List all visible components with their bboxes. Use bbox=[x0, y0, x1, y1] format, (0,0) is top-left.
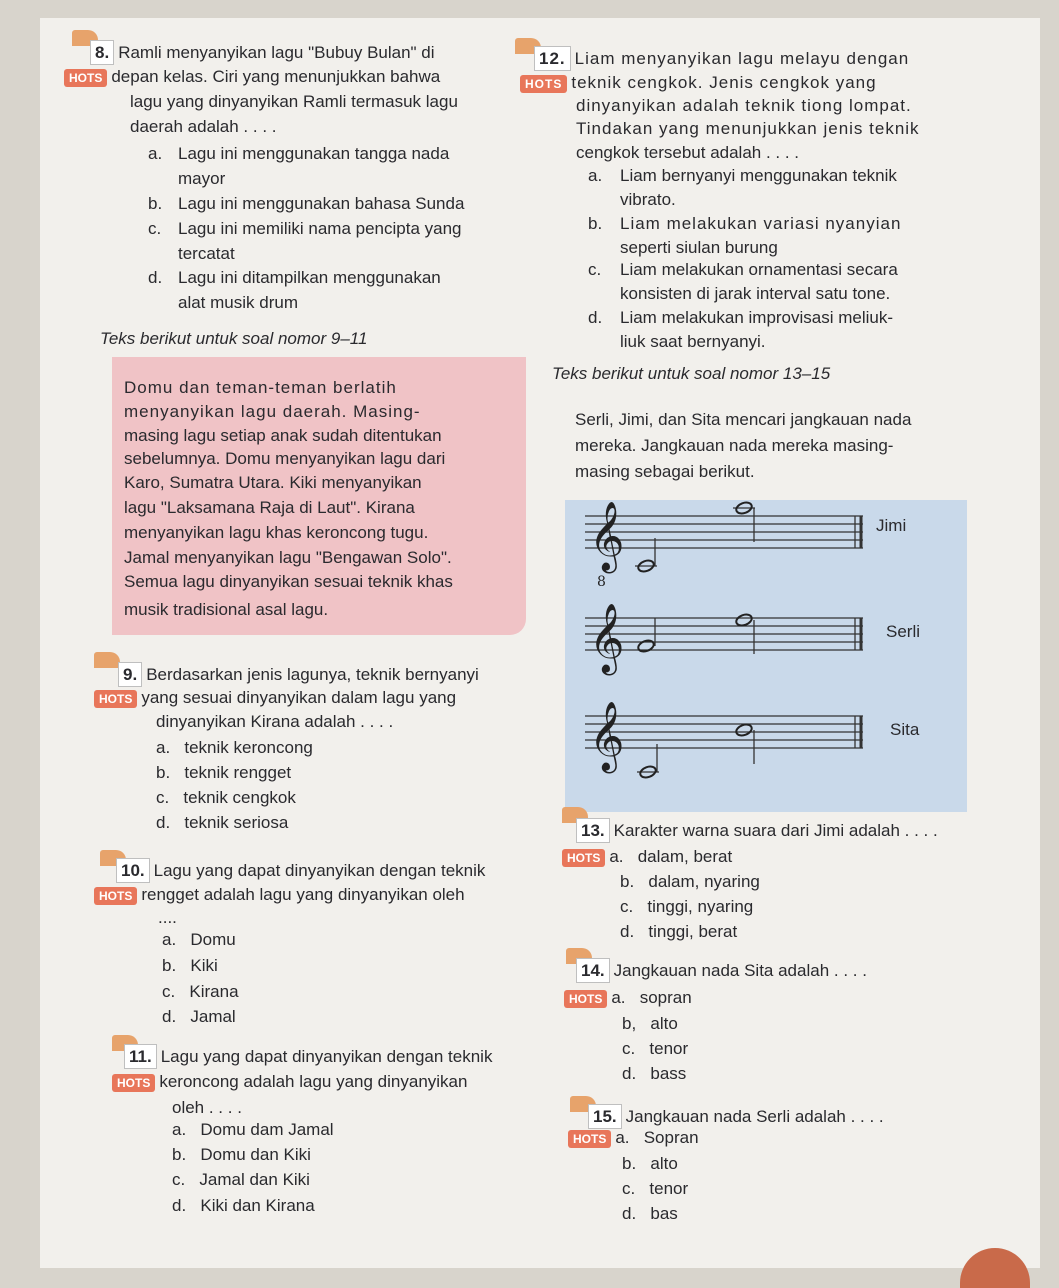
q12-option-d-text-2: liuk saat bernyanyi. bbox=[620, 332, 766, 351]
q10-option-c: c. Kirana bbox=[162, 982, 239, 1001]
q8-option-c-text: Lagu ini memiliki nama pencipta yang bbox=[178, 219, 462, 238]
high-note bbox=[735, 723, 753, 738]
q14-option-c: c. tenor bbox=[622, 1039, 689, 1058]
question-number: 15. bbox=[588, 1104, 622, 1129]
q12-line-4: Tindakan yang menunjukkan jenis teknik bbox=[576, 119, 920, 138]
q12-option-c-label: c. bbox=[588, 260, 602, 279]
q8-option-b-label: b. bbox=[148, 194, 163, 213]
q10-line-3: .... bbox=[158, 908, 177, 927]
treble-clef-icon: 𝄞 bbox=[589, 603, 625, 673]
text-13-15-line-1: Serli, Jimi, dan Sita mencari jangkauan nada bbox=[575, 410, 912, 429]
hots-badge: HOTS bbox=[94, 887, 137, 905]
q15-option-d: d. bas bbox=[622, 1204, 678, 1223]
text-13-15-line-3: masing sebagai berikut. bbox=[575, 462, 755, 481]
question-number: 12. bbox=[534, 46, 571, 71]
question-number: 11. bbox=[124, 1044, 157, 1069]
q15-option-a: HOTS a. Sopran bbox=[568, 1126, 699, 1149]
q14-option-d: d. bass bbox=[622, 1064, 687, 1083]
q13-option-b: b. dalam, nyaring bbox=[620, 872, 760, 891]
q8-line-2: HOTS depan kelas. Ciri yang menunjukkan bahwa bbox=[64, 65, 440, 88]
q12-option-a-label: a. bbox=[588, 166, 603, 185]
hots-badge: HOTS bbox=[564, 990, 607, 1008]
text-9-11-line-9: Semua lagu dinyanyikan sesuai teknik khas bbox=[124, 572, 453, 591]
q8-option-a-text-2: mayor bbox=[178, 169, 226, 188]
q8-option-a-label: a. bbox=[148, 144, 163, 163]
text-9-11-line-7: menyanyikan lagu khas keroncong tugu. bbox=[124, 523, 429, 542]
text-9-11-line-5: Karo, Sumatra Utara. Kiki menyanyikan bbox=[124, 473, 422, 492]
q8-option-b-text: Lagu ini menggunakan bahasa Sunda bbox=[178, 194, 465, 213]
q12-option-b-text-2: seperti siulan burung bbox=[620, 238, 778, 257]
question-number: 9. bbox=[118, 662, 142, 687]
q9-line-1: 9. Berdasarkan jenis lagunya, teknik bernyanyi bbox=[118, 662, 479, 687]
q11-option-a: a. Domu dam Jamal bbox=[172, 1120, 334, 1139]
q8-line-3: lagu yang dinyanyikan Ramli termasuk lagu bbox=[130, 92, 458, 111]
staff-label-jimi: Jimi bbox=[876, 516, 907, 535]
q8-line-1: 8. Ramli menyanyikan lagu "Bubuy Bulan" di bbox=[90, 40, 435, 65]
q11-line-1: 11. Lagu yang dapat dinyanyikan dengan teknik bbox=[124, 1044, 492, 1069]
question-number: 8. bbox=[90, 40, 114, 65]
q9-option-a: a. teknik keroncong bbox=[156, 738, 313, 757]
q13-line-1: 13. Karakter warna suara dari Jimi adalah . . . . bbox=[576, 818, 938, 843]
hots-badge: HOTS bbox=[64, 69, 107, 87]
q12-line-5: cengkok tersebut adalah . . . . bbox=[576, 143, 800, 162]
q12-option-a-text-2: vibrato. bbox=[620, 190, 676, 209]
text-9-11-line-1: Domu dan teman-teman berlatih bbox=[124, 378, 397, 397]
staff-label-serli: Serli bbox=[886, 622, 921, 641]
q13-option-d: d. tinggi, berat bbox=[620, 922, 738, 941]
q10-option-b: b. Kiki bbox=[162, 956, 218, 975]
q14-option-a: HOTS a. sopran bbox=[564, 986, 692, 1009]
staff-serli bbox=[575, 602, 885, 697]
text-9-11-line-3: masing lagu setiap anak sudah ditentukan bbox=[124, 426, 442, 445]
q13-option-c: c. tinggi, nyaring bbox=[620, 897, 754, 916]
staff-sita bbox=[575, 700, 885, 795]
q11-option-b: b. Domu dan Kiki bbox=[172, 1145, 311, 1164]
treble-clef-icon: 𝄞 bbox=[589, 701, 625, 771]
q9-option-d: d. teknik seriosa bbox=[156, 813, 289, 832]
q15-option-c: c. tenor bbox=[622, 1179, 689, 1198]
q12-line-3: dinyanyikan adalah teknik tiong lompat. bbox=[576, 96, 912, 115]
q11-option-c: c. Jamal dan Kiki bbox=[172, 1170, 310, 1189]
q10-option-d: d. Jamal bbox=[162, 1007, 236, 1026]
hots-badge: HOTS bbox=[94, 690, 137, 708]
q9-line-3: dinyanyikan Kirana adalah . . . . bbox=[156, 712, 394, 731]
hots-badge: HOTS bbox=[568, 1130, 611, 1148]
q12-line-1: 12. Liam menyanyikan lagu melayu dengan bbox=[534, 46, 909, 71]
hots-badge: HOTS bbox=[520, 75, 567, 93]
q8-option-c-label: c. bbox=[148, 219, 162, 238]
q8-option-d-label: d. bbox=[148, 268, 163, 287]
q10-line-2: HOTS rengget adalah lagu yang dinyanyikan oleh bbox=[94, 883, 465, 906]
q12-line-2: HOTS teknik cengkok. Jenis cengkok yang bbox=[520, 71, 877, 94]
q12-option-a-text: Liam bernyanyi menggunakan teknik bbox=[620, 166, 897, 185]
question-number: 13. bbox=[576, 818, 610, 843]
q11-line-3: oleh . . . . bbox=[172, 1098, 242, 1117]
clef-octave-mark: 8 bbox=[597, 574, 606, 590]
q11-option-d: d. Kiki dan Kirana bbox=[172, 1196, 315, 1215]
q12-option-d-label: d. bbox=[588, 308, 603, 327]
q14-option-b: b, alto bbox=[622, 1014, 678, 1033]
question-number: 10. bbox=[116, 858, 150, 883]
text-9-11-heading: Teks berikut untuk soal nomor 9–11 bbox=[100, 329, 368, 348]
q15-option-b: b. alto bbox=[622, 1154, 678, 1173]
text-9-11-line-6: lagu "Laksamana Raja di Laut". Kirana bbox=[124, 498, 415, 517]
q9-option-c: c. teknik cengkok bbox=[156, 788, 296, 807]
number-tab bbox=[94, 652, 120, 668]
q12-option-b-label: b. bbox=[588, 214, 603, 233]
treble-clef-icon: 𝄞 bbox=[589, 501, 625, 571]
q8-option-d-text-2: alat musik drum bbox=[178, 293, 298, 312]
q11-line-2: HOTS keroncong adalah lagu yang dinyanyikan bbox=[112, 1070, 467, 1093]
q8-option-c-text-2: tercatat bbox=[178, 244, 235, 263]
staff-jimi bbox=[575, 500, 885, 595]
q13-option-a: HOTS a. dalam, berat bbox=[562, 845, 732, 868]
q12-option-c-text-2: konsisten di jarak interval satu tone. bbox=[620, 284, 891, 303]
text-9-11-line-2: menyanyikan lagu daerah. Masing- bbox=[124, 402, 421, 421]
q12-option-c-text: Liam melakukan ornamentasi secara bbox=[620, 260, 898, 279]
text-9-11-line-8: Jamal menyanyikan lagu "Bengawan Solo". bbox=[124, 548, 452, 567]
question-number: 14. bbox=[576, 958, 610, 983]
q9-option-b: b. teknik rengget bbox=[156, 763, 292, 782]
high-note bbox=[735, 613, 753, 628]
q12-option-b-text: Liam melakukan variasi nyanyian bbox=[620, 214, 902, 233]
q10-line-1: 10. Lagu yang dapat dinyanyikan dengan teknik bbox=[116, 858, 485, 883]
q14-line-1: 14. Jangkauan nada Sita adalah . . . . bbox=[576, 958, 867, 983]
hots-badge: HOTS bbox=[112, 1074, 155, 1092]
staff-label-sita: Sita bbox=[890, 720, 920, 739]
q10-option-a: a. Domu bbox=[162, 930, 236, 949]
q8-option-d-text: Lagu ini ditampilkan menggunakan bbox=[178, 268, 441, 287]
q9-line-2: HOTS yang sesuai dinyanyikan dalam lagu yang bbox=[94, 686, 456, 709]
q8-line-4: daerah adalah . . . . bbox=[130, 117, 277, 136]
low-note bbox=[637, 639, 655, 654]
text-13-15-heading: Teks berikut untuk soal nomor 13–15 bbox=[552, 364, 831, 383]
q12-option-d-text: Liam melakukan improvisasi meliuk- bbox=[620, 308, 894, 327]
text-13-15-line-2: mereka. Jangkauan nada mereka masing- bbox=[575, 436, 894, 455]
q8-option-a-text: Lagu ini menggunakan tangga nada bbox=[178, 144, 450, 163]
text-9-11-line-4: sebelumnya. Domu menyanyikan lagu dari bbox=[124, 449, 446, 468]
hots-badge: HOTS bbox=[562, 849, 605, 867]
q15-line-1: 15. Jangkauan nada Serli adalah . . . . bbox=[588, 1104, 884, 1129]
text-9-11-line-10: musik tradisional asal lagu. bbox=[124, 600, 329, 619]
